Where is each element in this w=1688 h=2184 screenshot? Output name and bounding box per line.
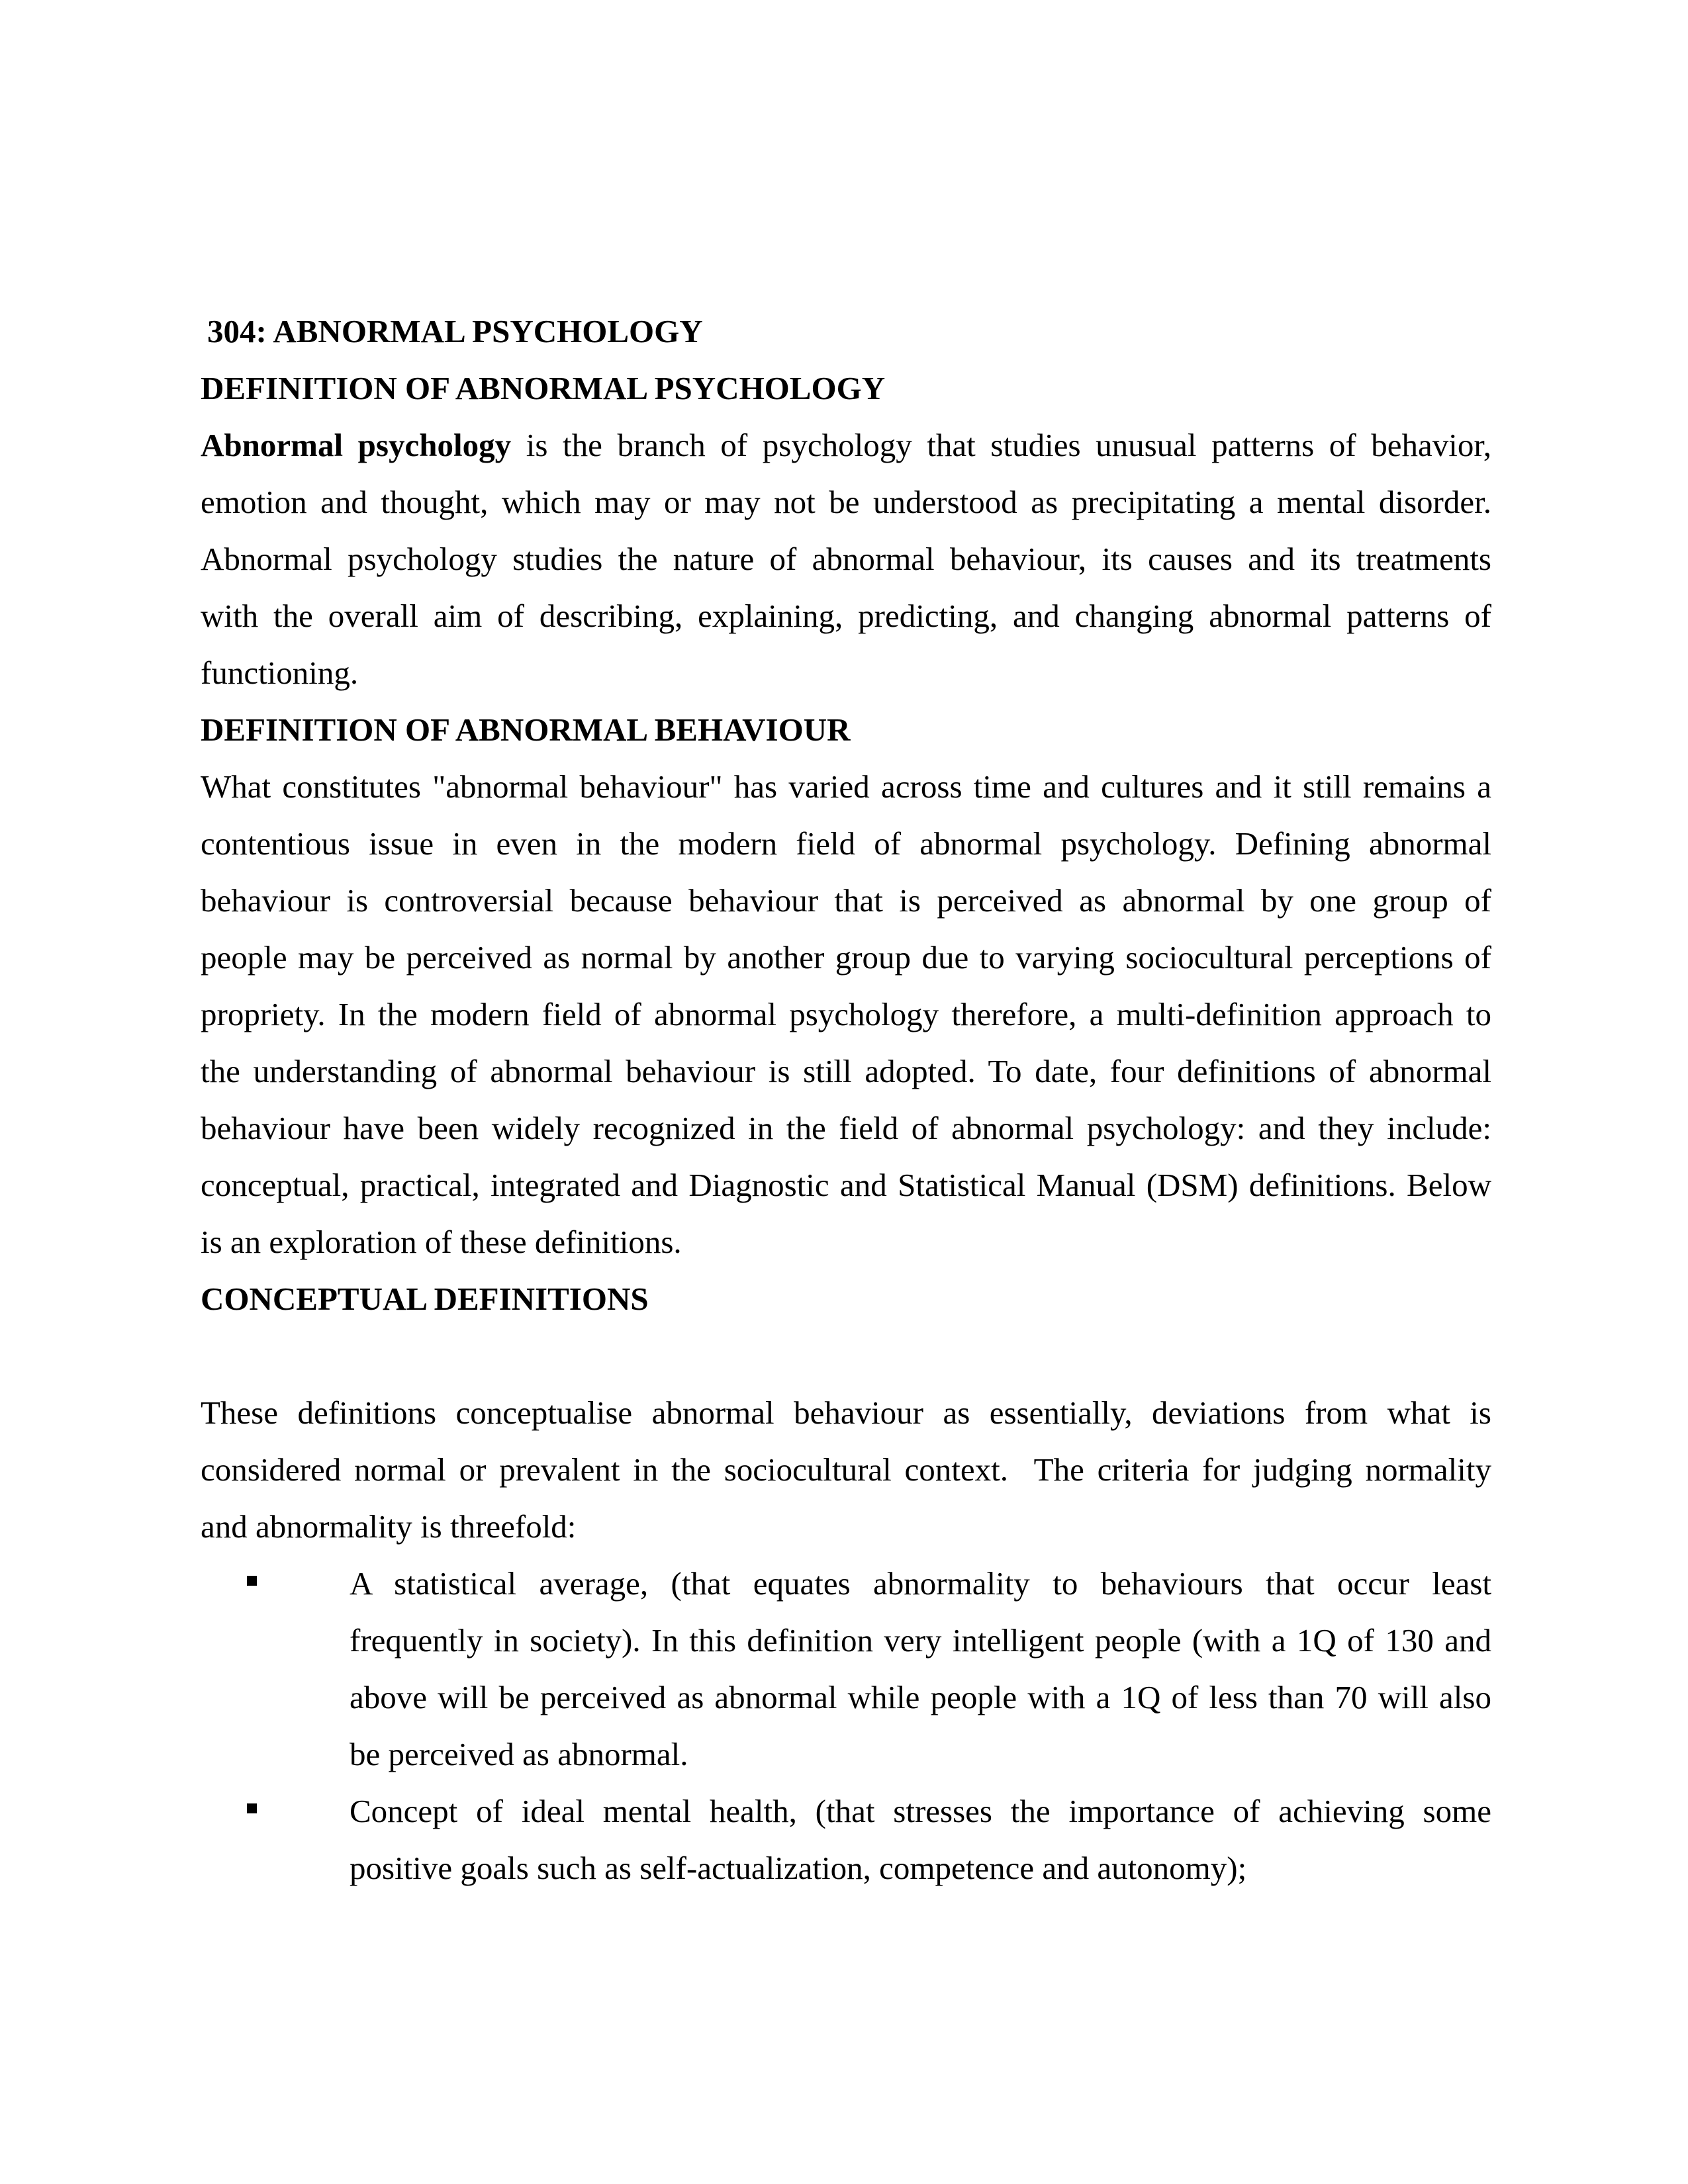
paragraph-line: people may be perceived as normal by another group due to varying sociocultural perceptions of [201,939,1491,976]
bullet-text: A statistical average, (that equates abnormality to behaviours that occur least [350,1565,1491,1602]
paragraph-line: with the overall aim of describing, explaining, predicting, and changing abnormal patterns of [201,598,1491,634]
bullet-line [201,1555,1491,1612]
paragraph-line: propriety. In the modern field of abnormal psychology therefore, a multi-definition approach to [201,996,1491,1032]
paragraph-line: is an exploration of these definitions. [201,1224,682,1260]
paragraph-line: What constitutes "abnormal behaviour" has varied across time and cultures and it still remains a [201,768,1491,805]
heading: DEFINITION OF ABNORMAL BEHAVIOUR [201,711,851,748]
heading: CONCEPTUAL DEFINITIONS [201,1281,649,1317]
bullet-square-icon [247,1803,257,1813]
paragraph-line: contentious issue in even in the modern field of abnormal psychology. Defining abnormal [201,825,1491,862]
paragraph-line: Abnormal psychology studies the nature of abnormal behaviour, its causes and its treatments [201,541,1491,577]
paragraph-line: behaviour have been widely recognized in the field of abnormal psychology: and they include: [201,1110,1491,1146]
bullet-line [201,1840,1491,1897]
bullet-line [201,1726,1491,1783]
paragraph-line: conceptual, practical, integrated and Diagnostic and Statistical Manual (DSM) definitions. Below [201,1167,1491,1203]
bold-text-run: Abnormal psychology [201,427,512,463]
bullet-text: frequently in society). In this definition very intelligent people (with a 1Q of 130 and [350,1622,1491,1659]
paragraph-line: emotion and thought, which may or may not be understood as precipitating a mental disorder. [201,484,1491,520]
paragraph-line: considered normal or prevalent in the sociocultural context. The criteria for judging normality [201,1451,1491,1488]
bullet-line [201,1783,1491,1840]
bullet-line [201,1669,1491,1726]
heading: DEFINITION OF ABNORMAL PSYCHOLOGY [201,370,886,406]
paragraph-line: and abnormality is threefold: [201,1508,577,1545]
bullet-text: be perceived as abnormal. [350,1736,688,1772]
blank-line [201,1328,1491,1385]
bullet-text: positive goals such as self-actualization, competence and autonomy); [350,1850,1247,1886]
heading: 304: ABNORMAL PSYCHOLOGY [207,313,703,349]
paragraph-line: These definitions conceptualise abnormal behaviour as essentially, deviations from what is [201,1394,1491,1431]
text-run: is the branch of psychology that studies unusual patterns of behavior, [511,427,1491,463]
paragraph-line: the understanding of abnormal behaviour is still adopted. To date, four definitions of abnormal [201,1053,1491,1089]
bullet-square-icon [247,1576,257,1586]
paragraph-line: behaviour is controversial because behaviour that is perceived as abnormal by one group of [201,882,1491,919]
bullet-line [201,1612,1491,1669]
paragraph-line: functioning. [201,655,359,691]
bullet-text: above will be perceived as abnormal while people with a 1Q of less than 70 will also [350,1679,1491,1715]
document-content [201,303,1491,1897]
paragraph-line [201,417,1491,474]
bullet-text: Concept of ideal mental health, (that stresses the importance of achieving some [350,1793,1491,1829]
